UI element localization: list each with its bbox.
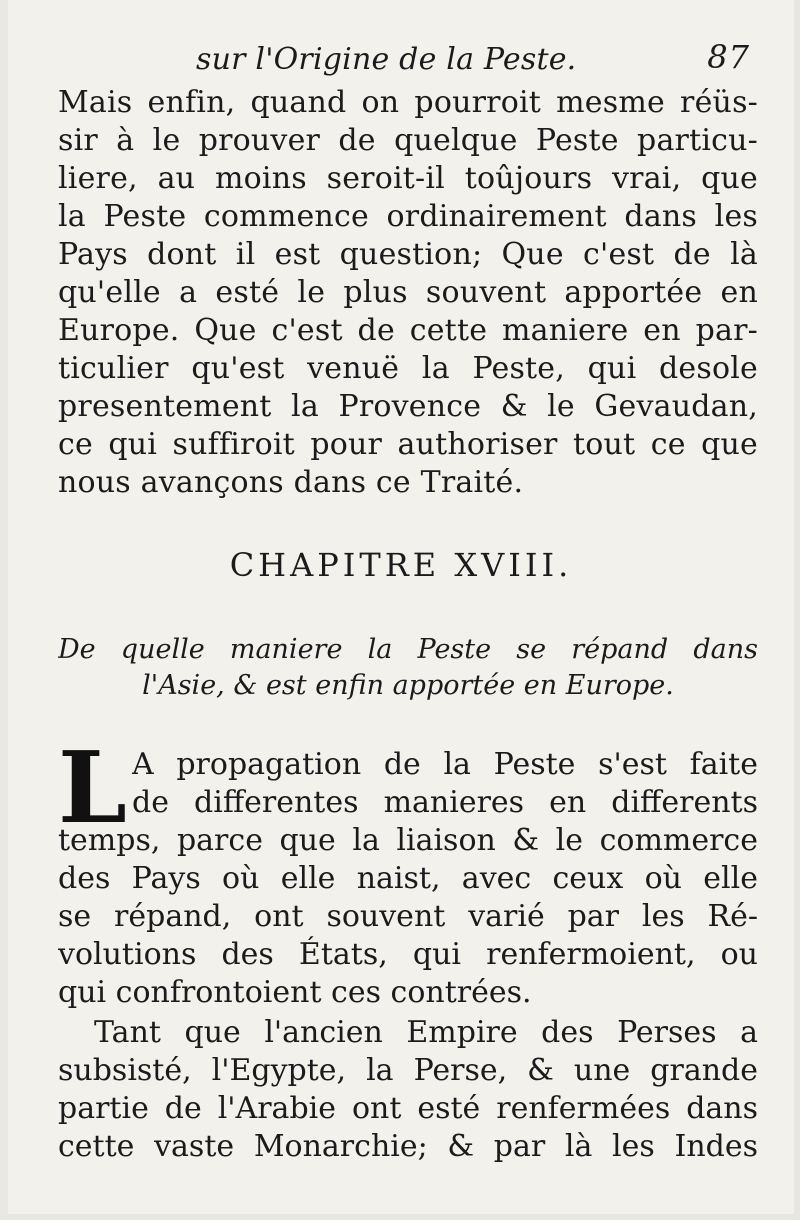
- text-line: Europe. Que c'est de cette maniere en par-: [58, 313, 758, 348]
- running-title: sur l'Origine de la Peste.: [196, 42, 577, 77]
- text-line: cette vaste Monarchie; & par là les Indes: [58, 1129, 758, 1164]
- text-line: subsisté, l'Egypte, la Perse, & une grande: [58, 1053, 758, 1088]
- text-line: partie de l'Arabie ont esté renfermées dans: [58, 1091, 758, 1126]
- text-line: la Peste commence ordinairement dans les: [58, 199, 758, 234]
- chapter-subtitle-line: De quelle maniere la Peste se répand dans: [58, 634, 758, 665]
- text-line: liere, au moins seroit-il toûjours vrai, que: [58, 161, 758, 196]
- text-line: qu'elle a esté le plus souvent apportée en: [58, 275, 758, 310]
- text-line: presentement la Provence & le Gevaudan,: [58, 389, 758, 424]
- text-line: temps, parce que la liaison & le commerce: [58, 823, 758, 858]
- text-line: A propagation de la Peste s'est faite: [132, 747, 758, 782]
- chapter-subtitle-line: l'Asie, & est enfin apportée en Europe.: [142, 670, 674, 701]
- drop-cap: L: [58, 731, 127, 846]
- chapter-heading: CHAPITRE XVIII.: [229, 546, 573, 584]
- text-line: de differentes manieres en differents: [132, 785, 758, 820]
- text-line: Tant que l'ancien Empire des Perses a: [94, 1015, 758, 1050]
- text-line: se répand, ont souvent varié par les Ré-: [58, 899, 758, 934]
- text-line: ce qui suffiroit pour authoriser tout ce que: [58, 427, 758, 462]
- text-line: sir à le prouver de quelque Peste particu-: [58, 123, 758, 158]
- running-head: [8, 38, 794, 82]
- text-line: ticulier qu'est venuë la Peste, qui desole: [58, 351, 758, 386]
- text-line: qui confrontoient ces contrées.: [58, 975, 532, 1010]
- text-line: des Pays où elle naist, avec ceux où elle: [58, 861, 758, 896]
- page-number: 87: [707, 38, 750, 76]
- text-line: Pays dont il est question; Que c'est de là: [58, 237, 758, 272]
- text-line: nous avançons dans ce Traité.: [58, 465, 524, 500]
- text-line: volutions des États, qui renfermoient, ou: [58, 937, 758, 972]
- text-line: Mais enfin, quand on pourroit mesme réüs-: [58, 85, 758, 120]
